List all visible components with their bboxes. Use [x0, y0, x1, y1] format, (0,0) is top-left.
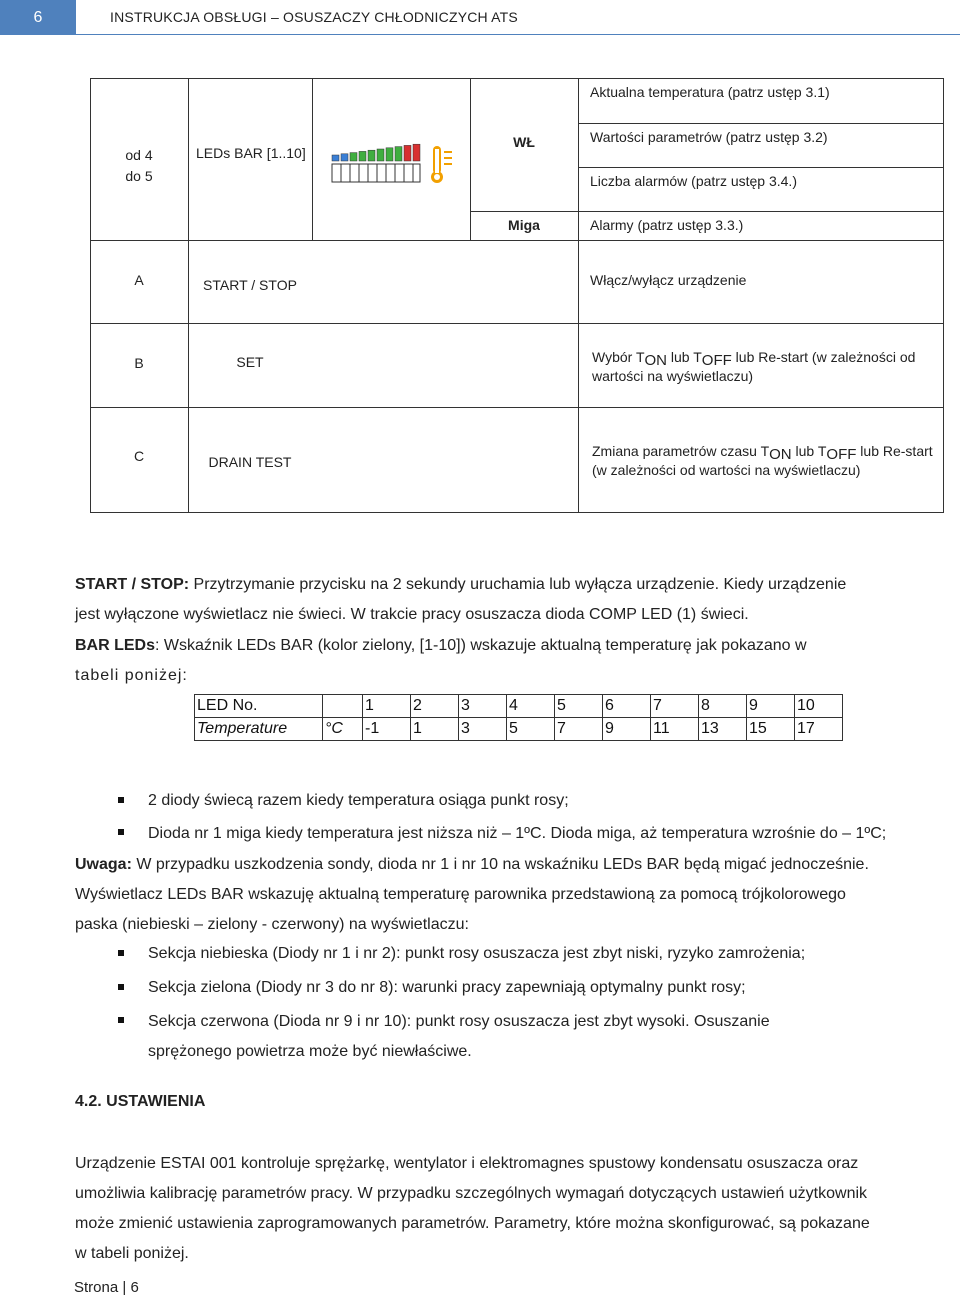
bar-leds-line1	[75, 636, 947, 656]
t-off-sub: OFF	[826, 446, 857, 463]
row-b-desc-a: Wybór T	[592, 349, 645, 365]
temperature-value: -1	[363, 718, 411, 741]
led-number: 6	[603, 695, 651, 718]
row-c-desc-c: lub Re-start	[856, 443, 933, 459]
bullet-blue-section: Sekcja niebieska (Diody nr 1 i nr 2): punkt rosy osuszacza jest zbyt niski, ryzyko zamrożenia;	[148, 945, 806, 962]
row-a-button: START / STOP	[203, 277, 297, 293]
bullet-icon	[118, 1017, 124, 1023]
led-no-unit-cell	[323, 695, 363, 718]
row-c-button: DRAIN TEST	[208, 454, 292, 470]
led-bar-frame	[332, 164, 420, 182]
bullet-icon	[118, 950, 124, 956]
t-on-sub: ON	[644, 352, 668, 369]
row1-col1-line1: od 4	[125, 147, 153, 163]
row1-col1	[90, 145, 188, 187]
led-number: 9	[747, 695, 795, 718]
table-vline	[312, 78, 313, 241]
row1-desc1: Aktualna temperatura (patrz ustęp 3.1)	[590, 84, 830, 100]
temperature-value: 15	[747, 718, 795, 741]
temperature-value: 5	[507, 718, 555, 741]
start-stop-line2: jest wyłączone wyświetlacz nie świeci. W trakcie pracy osuszacza dioda COMP LED (1) świeci.	[75, 606, 749, 623]
row-b-desc-c: lub Re-start (w zależności od	[731, 349, 916, 365]
display-line2: paska (niebieski – zielony - czerwony) na wyświetlaczu:	[75, 916, 469, 933]
led-segment	[386, 148, 393, 161]
led-segment	[404, 145, 411, 161]
row1-desc2: Wartości parametrów (patrz ustęp 3.2)	[590, 129, 828, 145]
bar-leds-label: BAR LEDs	[75, 637, 156, 654]
led-number: 7	[651, 695, 699, 718]
display-line1: Wyświetlacz LEDs BAR wskazuję aktualną temperaturę parownika przedstawioną za pomocą trójkolorowego	[75, 886, 846, 903]
row-c-key: C	[133, 448, 145, 464]
led-temperature-table	[194, 694, 843, 741]
led-bar-thermometer-icon	[330, 142, 458, 186]
temperature-value: 17	[795, 718, 843, 741]
bullet-red-section: Sekcja czerwona (Dioda nr 9 i nr 10): punkt rosy osuszacza jest zbyt wysoki. Osuszanie	[148, 1013, 770, 1030]
row-c-desc-b: lub T	[791, 443, 827, 459]
bullet-blink: Dioda nr 1 miga kiedy temperatura jest niższa niż – 1ºC. Dioda miga, aż temperatura wzrośnie do – 1ºC;	[148, 825, 887, 842]
table-hline	[90, 407, 944, 408]
start-stop-label: START / STOP:	[75, 576, 190, 593]
temperature-value: 3	[459, 718, 507, 741]
row-b-desc-line2: wartości na wyświetlaczu)	[592, 368, 754, 384]
uwaga-line	[75, 855, 947, 875]
table-vline	[188, 78, 189, 513]
section-heading: 4.2. USTAWIENIA	[75, 1093, 206, 1110]
row1-desc3: Liczba alarmów (patrz ustęp 3.4.)	[590, 173, 797, 189]
led-number: 3	[459, 695, 507, 718]
header-title: INSTRUKCJA OBSŁUGI – OSUSZACZY CHŁODNICZYCH ATS	[110, 9, 518, 25]
bar-leds-text: : Wskaźnik LEDs BAR (kolor zielony, [1-10]) wskazuje aktualną temperaturę jak pokazano w	[155, 637, 807, 654]
led-segment	[395, 147, 402, 161]
led-number: 10	[795, 695, 843, 718]
table-row	[195, 718, 843, 741]
led-number: 8	[699, 695, 747, 718]
thermometer-icon	[431, 146, 452, 183]
row-c-desc	[592, 443, 936, 478]
footer-page-number: 6	[130, 1279, 139, 1296]
bullet-icon	[118, 984, 124, 990]
led-number: 4	[507, 695, 555, 718]
state-blink: Miga	[508, 217, 540, 233]
row-a-desc: Włącz/wyłącz urządzenie	[590, 272, 747, 288]
row-b-desc-b: lub T	[667, 349, 702, 365]
row1-desc4: Alarmy (patrz ustęp 3.3.)	[590, 217, 744, 233]
row-c-desc-line2: (w zależności od wartości na wyświetlaczu)	[592, 462, 861, 478]
row1-col2: LEDs BAR [1..10]	[196, 145, 306, 161]
temperature-unit: °C	[323, 718, 363, 741]
footer-label: Strona	[74, 1279, 119, 1296]
bullet-icon	[118, 829, 124, 835]
row-b-desc	[592, 349, 936, 384]
table-hline	[90, 323, 944, 324]
footer	[74, 1279, 139, 1296]
led-number: 2	[411, 695, 459, 718]
bullet-dew-point: 2 diody świecą razem kiedy temperatura osiąga punkt rosy;	[148, 792, 569, 809]
temperature-value: 7	[555, 718, 603, 741]
bullet-icon	[118, 797, 124, 803]
row-b-button: SET	[236, 354, 264, 370]
settings-line1: Urządzenie ESTAI 001 kontroluje sprężarkę, wentylator i elektromagnes spustowy kondensatu osuszacza oraz	[75, 1155, 859, 1172]
table-vline	[578, 78, 579, 513]
row-c-desc-a: Zmiana parametrów czasu T	[592, 443, 770, 459]
start-stop-text: Przytrzymanie przycisku na 2 sekundy uruchamia lub wyłącza urządzenie. Kiedy urządzenie	[189, 576, 847, 593]
table-hline	[578, 123, 944, 124]
header-page-number: 6	[0, 0, 76, 35]
temperature-value: 9	[603, 718, 651, 741]
footer-separator: |	[122, 1279, 127, 1296]
table-hline	[578, 167, 944, 168]
temperature-value: 13	[699, 718, 747, 741]
start-stop-line1	[75, 575, 947, 595]
bar-leds-line2: tabeli poniżej:	[75, 667, 188, 684]
led-segment	[368, 150, 375, 161]
led-segment	[350, 153, 357, 161]
table-hline	[470, 211, 944, 212]
state-on: WŁ	[513, 134, 535, 150]
uwaga-text: W przypadku uszkodzenia sondy, dioda nr 1 i nr 10 na wskaźniku LEDs BAR będą migać jednocześnie.	[131, 856, 869, 873]
t-on-sub: ON	[769, 446, 792, 463]
led-number: 1	[363, 695, 411, 718]
temperature-value: 11	[651, 718, 699, 741]
settings-line2: umożliwia kalibrację parametrów pracy. W przypadku szczególnych wymagań dotyczących ustawień użytkownik	[75, 1185, 868, 1202]
led-segment	[359, 151, 366, 161]
header-rule	[76, 34, 960, 35]
row-a-key: A	[134, 272, 144, 288]
uwaga-label: Uwaga:	[75, 856, 132, 873]
settings-line3: może zmienić ustawienia zaprogramowanych parametrów. Parametry, które można skonfigurować, są pokazane	[75, 1215, 870, 1232]
row-b-key: B	[134, 355, 144, 371]
led-segment	[377, 149, 384, 161]
t-off-sub: OFF	[701, 352, 732, 369]
led-no-label: LED No.	[195, 695, 323, 718]
settings-line4: w tabeli poniżej.	[75, 1245, 189, 1262]
temperature-value: 1	[411, 718, 459, 741]
temperature-label: Temperature	[195, 718, 323, 741]
row1-col1-line2: do 5	[125, 168, 153, 184]
bullet-red-section-line2: sprężonego powietrza może być niewłaściwe.	[148, 1043, 472, 1060]
led-segment	[413, 144, 420, 161]
table-row	[195, 695, 843, 718]
table-hline	[90, 240, 944, 241]
led-segment	[341, 154, 348, 161]
led-number: 5	[555, 695, 603, 718]
bullet-green-section: Sekcja zielona (Diody nr 3 do nr 8): warunki pracy zapewniają optymalny punkt rosy;	[148, 979, 746, 996]
led-segment	[332, 155, 339, 161]
